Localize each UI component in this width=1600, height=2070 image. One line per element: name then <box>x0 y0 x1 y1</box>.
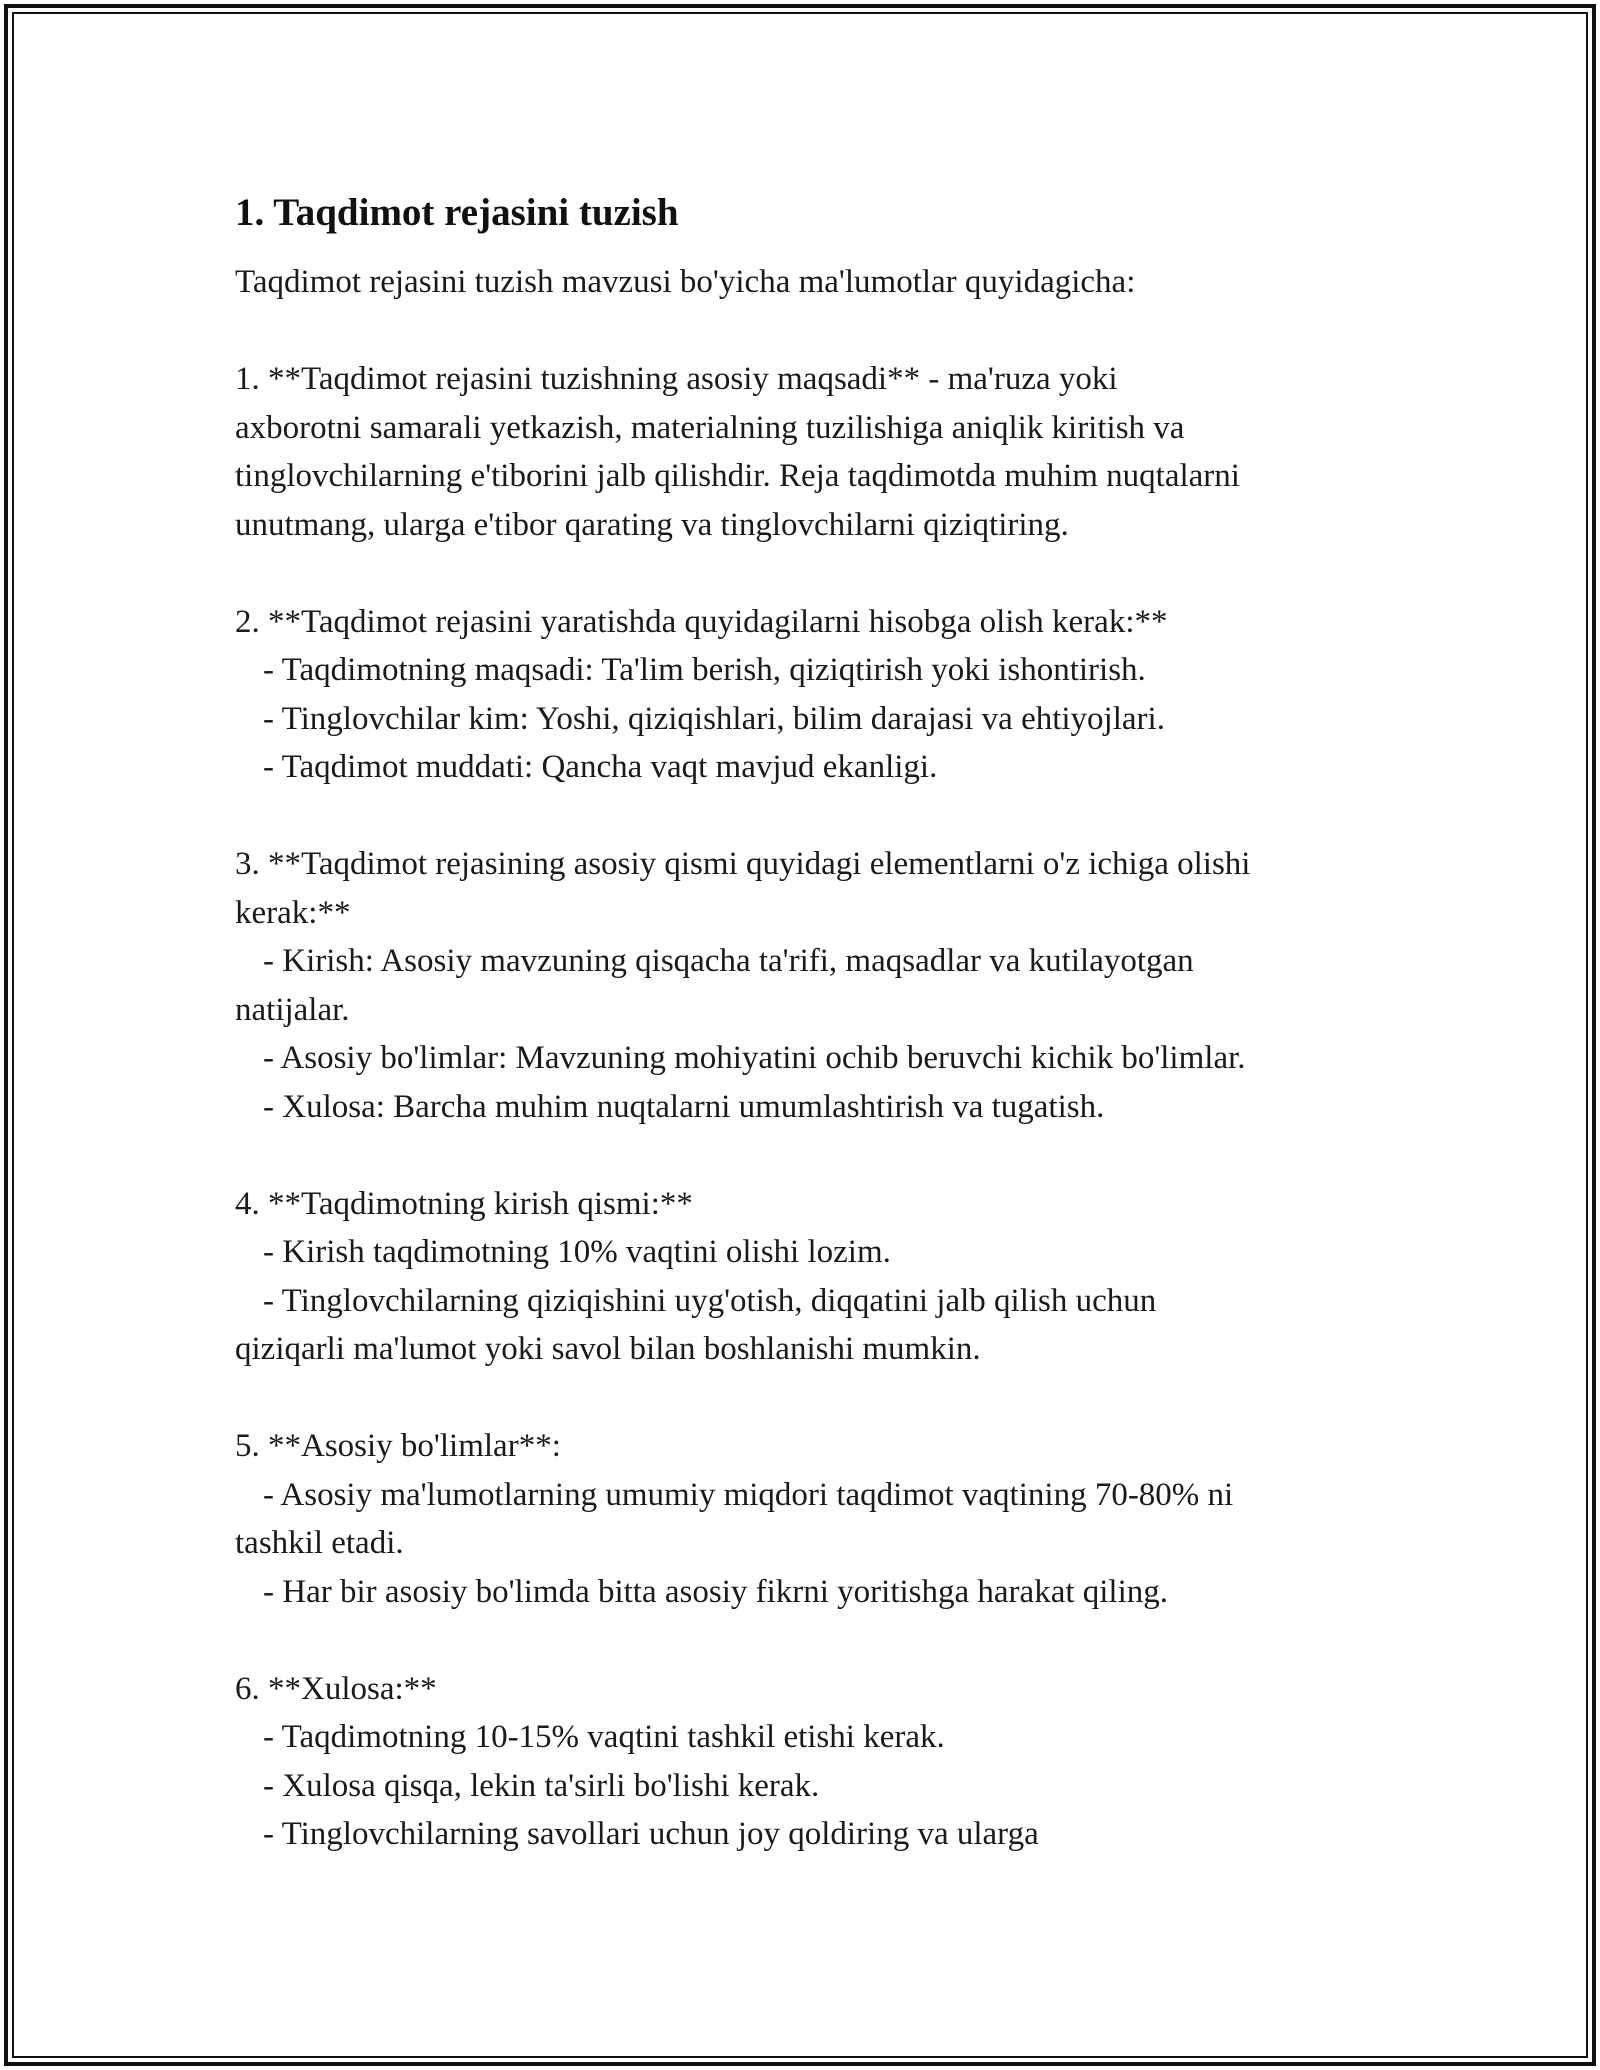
list-item-line: - Asosiy bo'limlar: Mavzuning mohiyatini ochib beruvchi kichik bo'limlar. <box>263 1040 1246 1076</box>
list-item-line: - Kirish: Asosiy mavzuning qisqacha ta'rifi, maqsadlar va kutilayotgan <box>263 943 1194 979</box>
list-item-line: - Xulosa qisqa, lekin ta'sirli bo'lishi kerak. <box>263 1767 820 1804</box>
paragraph-line: qiziqarli ma'lumot yoki savol bilan boshlanishi mumkin. <box>235 1331 981 1367</box>
section-6 <box>235 1665 1385 1859</box>
paragraph-line: unutmang, ularga e'tibor qarating va tinglovchilarni qiziqtiring. <box>235 506 1069 543</box>
section-5 <box>235 1422 1385 1616</box>
paragraph-line: natijalar. <box>235 991 350 1028</box>
section-3 <box>235 840 1385 1131</box>
paragraph-line: kerak:** <box>235 894 351 931</box>
section-1 <box>235 355 1385 549</box>
paragraph-line: 1. **Taqdimot rejasini tuzishning asosiy maqsadi** - ma'ruza yoki <box>235 361 1118 397</box>
list-item-line: - Tinglovchilarning savollari uchun joy qoldiring va ularga <box>263 1816 1039 1852</box>
list-item-line: - Tinglovchilar kim: Yoshi, qiziqishlari, bilim darajasi va ehtiyojlari. <box>263 700 1165 737</box>
list-item-line: - Tinglovchilarning qiziqishini uyg'otish, diqqatini jalb qilish uchun <box>263 1282 1157 1319</box>
paragraph-line: 2. **Taqdimot rejasini yaratishda quyidagilarni hisobga olish kerak:** <box>235 603 1168 640</box>
list-item-line: - Taqdimotning 10-15% vaqtini tashkil etishi kerak. <box>263 1719 945 1755</box>
sections-container <box>235 355 1385 1859</box>
list-item-line: - Taqdimotning maqsadi: Ta'lim berish, qiziqtirish yoki ishontirish. <box>263 652 1146 688</box>
paragraph-line: 5. **Asosiy bo'limlar**: <box>235 1428 561 1464</box>
document-body <box>235 188 1385 1859</box>
document-title: 1. Taqdimot rejasini tuzish <box>235 191 679 234</box>
paragraph-line: 3. **Taqdimot rejasining asosiy qismi quyidagi elementlarni o'z ichiga olishi <box>235 846 1251 882</box>
list-item-line: - Xulosa: Barcha muhim nuqtalarni umumlashtirish va tugatish. <box>263 1088 1105 1125</box>
list-item-line: - Asosiy ma'lumotlarning umumiy miqdori taqdimot vaqtining 70-80% ni <box>263 1476 1234 1513</box>
list-item-line: - Taqdimot muddati: Qancha vaqt mavjud ekanligi. <box>263 749 938 785</box>
paragraph-line: axborotni samarali yetkazish, materialning tuzilishiga aniqlik kiritish va <box>235 409 1185 446</box>
list-item-line: - Kirish taqdimotning 10% vaqtini olishi lozim. <box>263 1234 891 1270</box>
paragraph-line: tinglovchilarning e'tiborini jalb qilishdir. Reja taqdimotda muhim nuqtalarni <box>235 458 1240 494</box>
paragraph-line: 6. **Xulosa:** <box>235 1670 437 1707</box>
section-4 <box>235 1180 1385 1374</box>
paragraph-line: tashkil etadi. <box>235 1525 404 1561</box>
section-2 <box>235 598 1385 792</box>
paragraph-line: 4. **Taqdimotning kirish qismi:** <box>235 1185 693 1222</box>
list-item-line: - Har bir asosiy bo'limda bitta asosiy fikrni yoritishga harakat qiling. <box>263 1573 1169 1610</box>
intro-paragraph: Taqdimot rejasini tuzish mavzusi bo'yicha ma'lumotlar quyidagicha: <box>235 264 1136 300</box>
